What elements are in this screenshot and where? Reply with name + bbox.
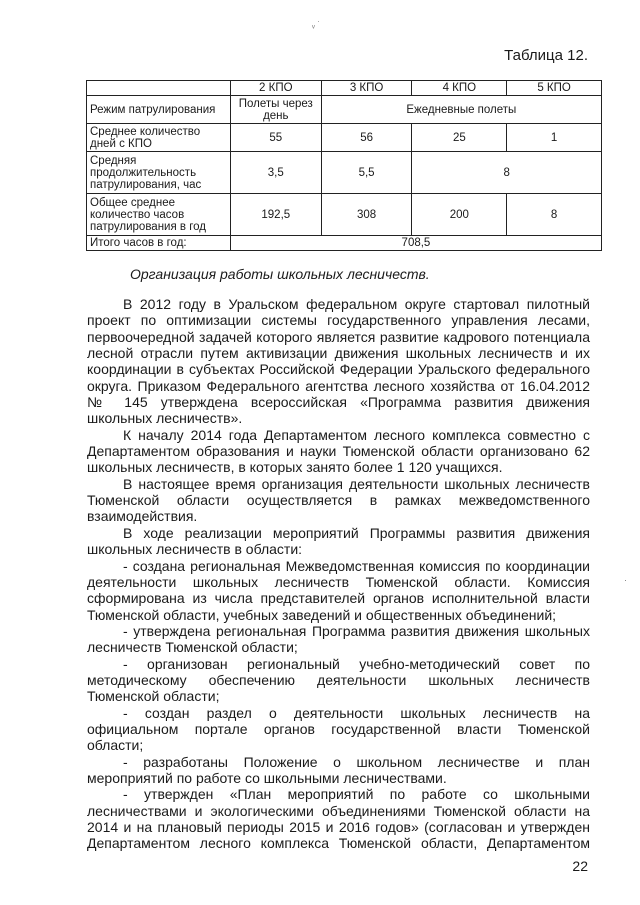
- table-row: [87, 96, 602, 124]
- text-line: школьных лесничеств, в которых занято более 1 120 учащихся.: [87, 459, 503, 476]
- text-line: В ходе реализации мероприятий Программы развития движения: [123, 524, 590, 541]
- table-cell: 3,5: [230, 152, 321, 194]
- header-cell: 5 КПО: [507, 81, 602, 96]
- text-line: Департаментом лесного комплекса Тюменской области, Департаментом: [87, 835, 590, 852]
- text-line: № 145 утверждена всероссийская «Программа развития движения: [87, 394, 590, 411]
- paragraph: [87, 525, 590, 558]
- list-item: [87, 754, 590, 787]
- text-line: Тюменской области, учебных заведений и общественных объединений;: [87, 606, 557, 623]
- table-row: [87, 152, 602, 194]
- table-cell: 5,5: [321, 152, 412, 194]
- table-caption: Таблица 12.: [504, 47, 588, 64]
- paragraph: [87, 427, 590, 476]
- table-cell: 25: [412, 124, 507, 152]
- text-line: координации в субъектах Российской Федерации Уральского федерального: [87, 361, 590, 378]
- text-line: официальном портале органов государственной власти Тюменской: [87, 720, 590, 737]
- text-line: 2014 и на плановый периоды 2015 и 2016 годов» (согласован и утвержден: [87, 819, 590, 835]
- text-line: Департаментом образования и науки Тюменской области организовано 62: [87, 443, 590, 460]
- text-line: - утверждена региональная Программа развития движения школьных: [123, 622, 590, 639]
- text-line: мероприятий по работе со школьными лесничествами.: [87, 769, 447, 786]
- table-cell-merged: 708,5: [230, 236, 601, 251]
- list-item: [87, 786, 590, 851]
- text-line: - утвержден «План мероприятий по работе со школьными: [123, 786, 590, 803]
- text-line: деятельности школьных лесничеств Тюменской области. Комиссия: [87, 573, 590, 590]
- list-item: [87, 656, 590, 705]
- table-cell: Полеты через день: [230, 96, 321, 124]
- text-line: округа. Приказом Федерального агентства лесного хозяйства от 16.04.2012: [87, 377, 590, 394]
- paragraph: [87, 476, 590, 525]
- header-cell: [87, 81, 231, 96]
- table-row: [87, 194, 602, 236]
- table-cell: 200: [412, 194, 507, 236]
- text-line: - организован региональный учебно-методический совет по: [123, 655, 590, 672]
- list-item: [87, 623, 590, 656]
- text-line: методическому обеспечению деятельности школьных лесничеств: [87, 671, 590, 688]
- table-header-row: [87, 81, 602, 96]
- text-line: лесной отрасли путем активизации движения школьных лесничеств и их: [87, 345, 590, 362]
- text-line: взаимодействия.: [87, 508, 198, 525]
- text-line: лесничествами и экологическими объединениями Тюменской области на: [87, 802, 590, 819]
- row-label: Общее среднее количество часов патрулирования в год: [87, 194, 231, 236]
- text-line: школьных лесничеств в области:: [87, 541, 303, 558]
- table-cell-merged: Ежедневные полеты: [321, 96, 601, 124]
- text-line: В 2012 году в Уральском федеральном округе стартовал пилотный: [123, 296, 590, 312]
- table-cell: 8: [507, 194, 602, 236]
- page-number: 22: [572, 858, 588, 874]
- text-line: - разработаны Положение о школьном лесничестве и план: [123, 753, 590, 770]
- text-line: первоочередной задачей которого является развитие кадрового потенциала: [87, 328, 590, 345]
- table-cell: 1: [507, 124, 602, 152]
- body-text: [87, 296, 590, 852]
- row-label: Итого часов в год:: [87, 236, 231, 251]
- section-heading: Организация работы школьных лесничеств.: [130, 266, 430, 282]
- table-row: [87, 124, 602, 152]
- text-line: Тюменской области осуществляется в рамках межведомственного: [87, 492, 590, 509]
- header-cell: 2 КПО: [230, 81, 321, 96]
- row-label: Среднее количество дней с КПО: [87, 124, 231, 152]
- text-line: сформирована из числа представителей органов исполнительной власти: [87, 590, 590, 607]
- scan-mark-top: ᵥ ˙: [312, 20, 321, 30]
- row-label: Средняя продолжительность патрулирования, час: [87, 152, 231, 194]
- list-item: [87, 558, 590, 623]
- text-line: - создан раздел о деятельности школьных лесничеств на: [123, 704, 590, 721]
- header-cell: 3 КПО: [321, 81, 412, 96]
- text-line: проект по оптимизации системы государственного управления лесами,: [87, 312, 590, 329]
- text-line: школьных лесничеств».: [87, 410, 243, 427]
- table-cell: 56: [321, 124, 412, 152]
- table-cell: 308: [321, 194, 412, 236]
- table-row: [87, 236, 602, 251]
- text-line: Тюменской области;: [87, 688, 220, 705]
- text-line: лесничеств Тюменской области;: [87, 639, 298, 656]
- text-line: - создана региональная Межведомственная комиссия по координации: [123, 557, 590, 574]
- table-cell: 192,5: [230, 194, 321, 236]
- patrol-table: [86, 80, 602, 251]
- scan-mark-right: ·: [624, 575, 627, 585]
- table-cell: 55: [230, 124, 321, 152]
- header-cell: 4 КПО: [412, 81, 507, 96]
- list-item: [87, 705, 590, 754]
- table-cell-merged: 8: [412, 152, 602, 194]
- row-label: Режим патрулирования: [87, 96, 231, 124]
- text-line: К началу 2014 года Департаментом лесного комплекса совместно с: [123, 426, 590, 443]
- text-line: В настоящее время организация деятельности школьных лесничеств: [123, 475, 590, 492]
- paragraph: [87, 296, 590, 427]
- text-line: области;: [87, 737, 144, 754]
